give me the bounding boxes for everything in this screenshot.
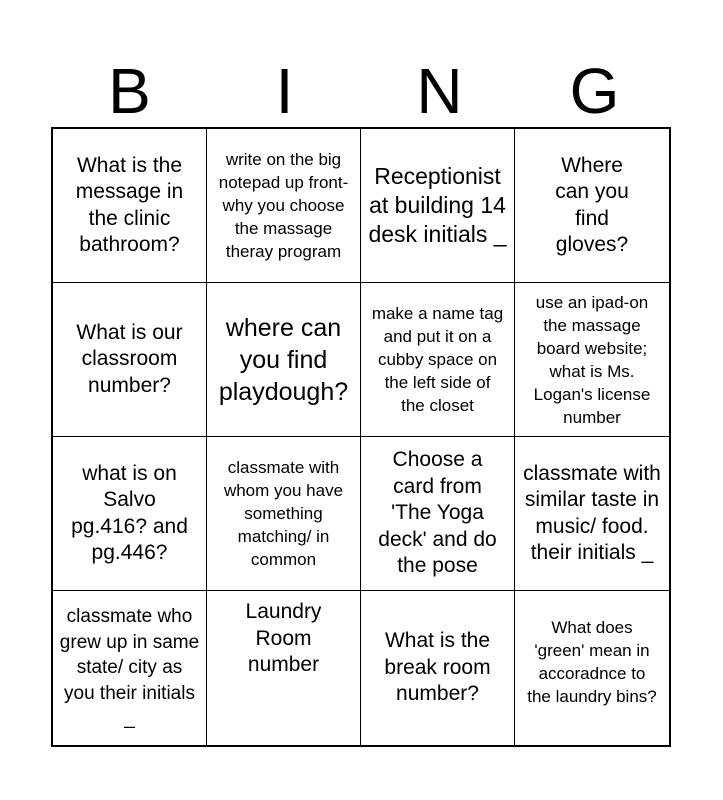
bingo-cell-text: classmate who grew up in same state/ city as you their initials _ bbox=[59, 606, 200, 730]
bingo-cell-text: use an ipad-on the massage board website; what is Ms. Logan's license number bbox=[533, 292, 651, 427]
bingo-cell-text: what is on Salvo pg.416? and pg.446? bbox=[71, 461, 188, 564]
bingo-cell[interactable] bbox=[515, 129, 669, 283]
header-letter-g: G bbox=[569, 55, 620, 127]
bingo-cell[interactable] bbox=[361, 591, 515, 745]
bingo-cell[interactable] bbox=[361, 437, 515, 591]
bingo-cell-text: Laundry Room number bbox=[245, 600, 322, 676]
bingo-cell-text: where can you find playdough? bbox=[218, 313, 349, 406]
header-letter-b: B bbox=[108, 55, 151, 127]
bingo-cell[interactable] bbox=[53, 283, 207, 437]
bingo-cell[interactable] bbox=[361, 283, 515, 437]
bingo-cell[interactable] bbox=[207, 129, 361, 283]
header-letter-i: I bbox=[275, 55, 294, 127]
bingo-cell[interactable] bbox=[53, 591, 207, 745]
bingo-cell-text: write on the big notepad up front- why you choose the massage theray program bbox=[218, 150, 349, 261]
bingo-cell[interactable] bbox=[515, 591, 669, 745]
bingo-cell-text: What is our classroom number? bbox=[76, 320, 183, 397]
bingo-cell[interactable] bbox=[53, 129, 207, 283]
bingo-header bbox=[52, 48, 672, 128]
bingo-cell[interactable] bbox=[207, 591, 361, 745]
bingo-board bbox=[51, 127, 671, 747]
bingo-cell-text: What does 'green' mean in accoradnce to the laundry bins? bbox=[527, 618, 657, 706]
bingo-cell[interactable] bbox=[53, 437, 207, 591]
bingo-cell[interactable] bbox=[207, 437, 361, 591]
bingo-cell-text: What is the message in the clinic bathroom? bbox=[75, 153, 184, 256]
bingo-cell-text: What is the break room number? bbox=[384, 629, 491, 706]
bingo-cell-text: Choose a card from 'The Yoga deck' and do the pose bbox=[378, 448, 497, 578]
bingo-cell[interactable] bbox=[207, 283, 361, 437]
bingo-cell-text: Where can you find gloves? bbox=[555, 153, 629, 256]
bingo-cell[interactable] bbox=[515, 437, 669, 591]
bingo-cell[interactable] bbox=[361, 129, 515, 283]
bingo-cell-text: classmate with similar taste in music/ food. their initials _ bbox=[523, 461, 661, 564]
header-letter-n: N bbox=[416, 55, 463, 127]
bingo-cell[interactable] bbox=[515, 283, 669, 437]
bingo-cell-text: Receptionist at building 14 desk initials _ bbox=[368, 163, 507, 247]
bingo-cell-text: classmate with whom you have something matching/ in common bbox=[223, 458, 344, 569]
bingo-cell-text: make a name tag and put it on a cubby space on the left side of the closet bbox=[371, 304, 504, 415]
